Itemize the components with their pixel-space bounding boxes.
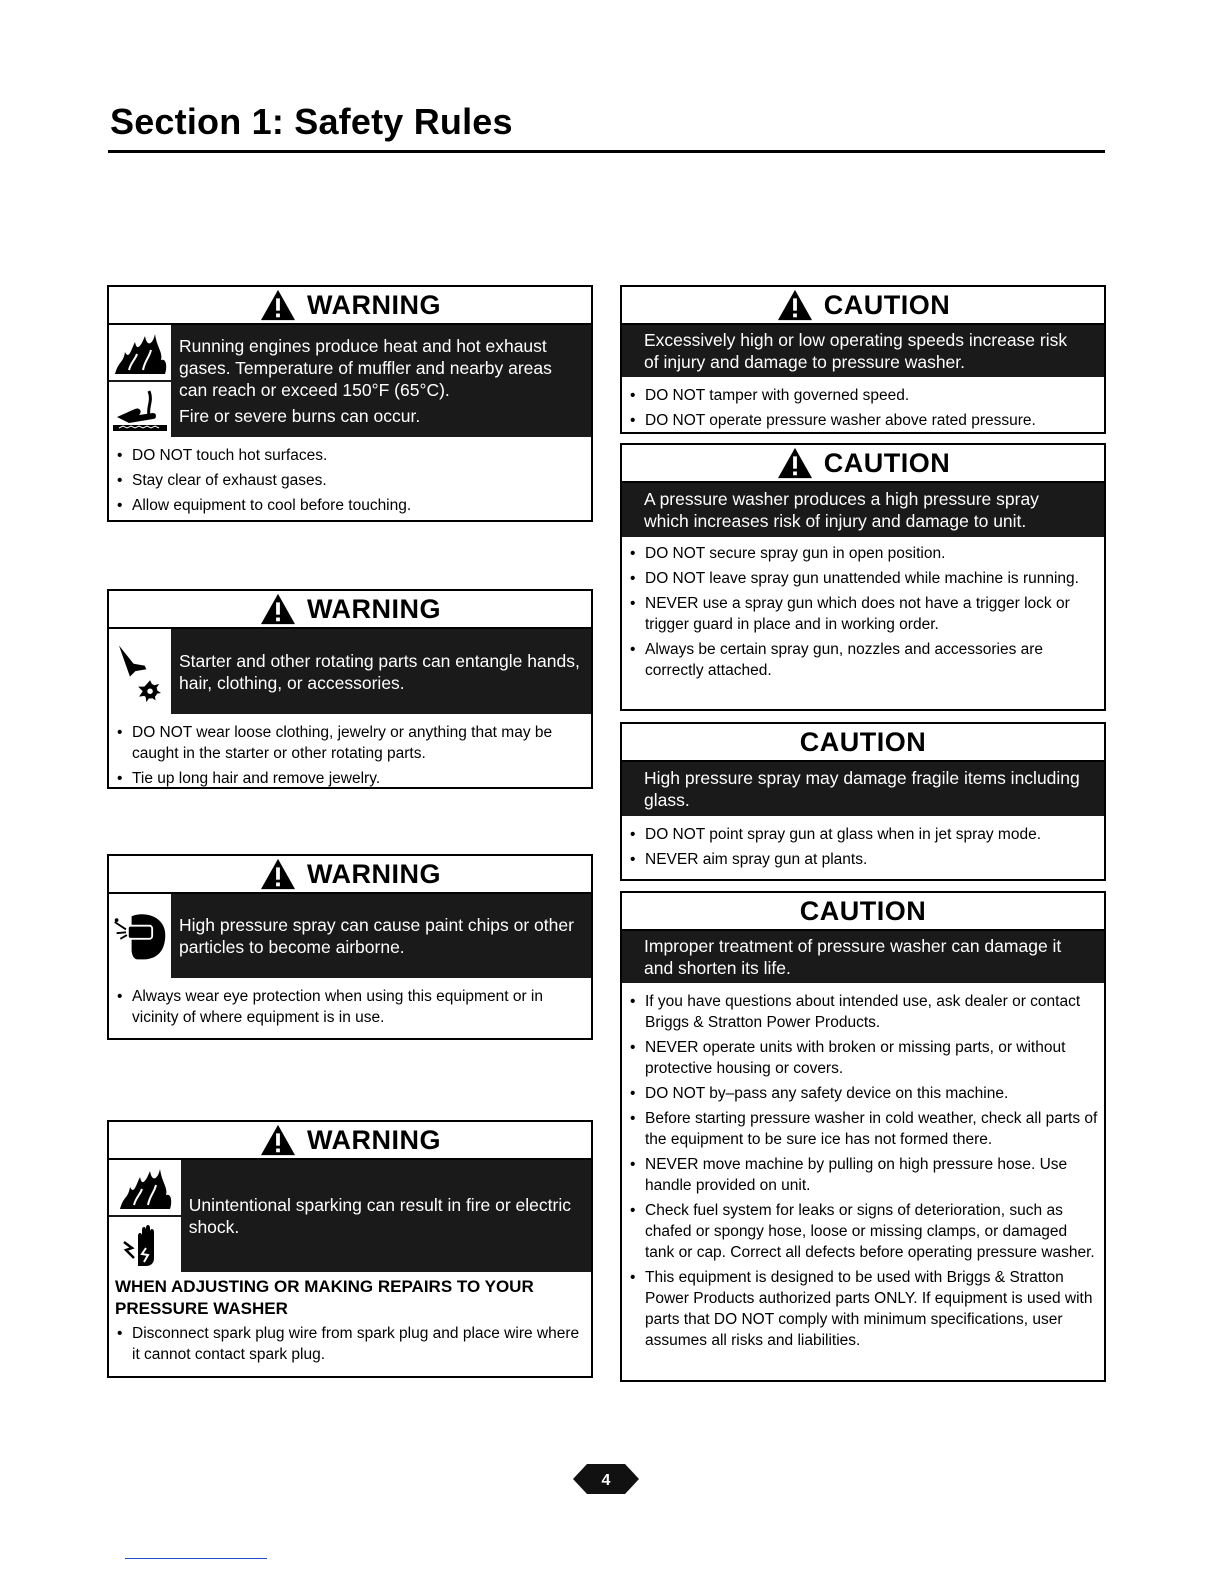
caution-band [622,931,1104,983]
caution-band-text: High pressure spray may damage fragile items including glass. [644,768,1080,810]
list-item: • Before starting pressure washer in cold weather, check all parts of the equipment to be sure ice has not formed there. [628,1108,1098,1150]
alert-triangle-icon [259,857,297,891]
list-item: • If you have questions about intended use, ask dealer or contact Briggs & Stratton Power Products. [628,991,1098,1033]
caution-header [622,445,1104,483]
page-number: 4 [601,1472,611,1489]
list-item: • Disconnect spark plug wire from spark plug and place wire where it cannot contact spark plug. [115,1323,581,1365]
warning-list [109,1320,591,1375]
caution-band [622,762,1104,816]
entanglement-hand-icon [109,629,171,714]
warning-box-hot-surfaces [107,285,593,522]
fire-icon [109,1160,181,1215]
list-item: • Check fuel system for leaks or signs of deterioration, such as chafed or spongy hose, loose or missing clamps, or damaged tank or cap. Correct all defects before operating pressure washer. [628,1200,1098,1263]
list-item: • Always wear eye protection when using this equipment or in vicinity of where equipment is in use. [115,986,581,1028]
caution-list [622,816,1104,880]
warning-box-sparking [107,1120,593,1378]
page-title: Section 1: Safety Rules [110,101,513,142]
alert-triangle-icon [259,288,297,322]
warning-band [109,629,591,714]
footer-link-line [125,1558,267,1559]
list-item: • DO NOT operate pressure washer above rated pressure. [628,410,1094,431]
caution-box-fragile-items [620,722,1106,881]
caution-box-high-pressure-spray [620,443,1106,711]
caution-band [622,325,1104,377]
list-item: • NEVER aim spray gun at plants. [628,849,1094,870]
warning-label: WARNING [307,1124,441,1155]
warning-band-text: Unintentional sparking can result in fire or electric shock. [188,1195,571,1237]
warning-list [109,978,591,1038]
hot-surface-hand-icon [109,380,171,437]
warning-list [109,437,591,526]
caution-band [622,483,1104,537]
warning-label: WARNING [307,593,441,624]
caution-header [622,287,1104,325]
caution-band-text: A pressure washer produces a high pressure spray which increases risk of injury and damage to unit. [644,489,1039,531]
list-item: • NEVER move machine by pulling on high pressure hose. Use handle provided on unit. [628,1154,1098,1196]
list-item: • DO NOT by–pass any safety device on this machine. [628,1083,1098,1104]
warning-box-rotating-parts [107,589,593,789]
caution-band-text: Excessively high or low operating speeds increase risk of injury and damage to pressure washer. [644,330,1068,372]
caution-label: CAUTION [823,289,951,320]
caution-header [622,724,1104,762]
warning-label: WARNING [307,289,441,320]
caution-label: CAUTION [823,447,951,478]
list-item: • DO NOT touch hot surfaces. [115,445,581,466]
warning-band [109,325,591,437]
list-item: • DO NOT wear loose clothing, jewelry or anything that may be caught in the starter or other rotating parts. [115,722,581,764]
list-item: • DO NOT leave spray gun unattended while machine is running. [628,568,1094,589]
caution-label: CAUTION [799,726,927,757]
list-item: • Tie up long hair and remove jewelry. [115,768,581,789]
warning-band-text [173,325,591,437]
list-item: • Stay clear of exhaust gases. [115,470,581,491]
list-item: • DO NOT tamper with governed speed. [628,385,1094,406]
alert-triangle-icon [776,446,814,480]
caution-header [622,893,1104,931]
caution-box-operating-speeds [620,285,1106,434]
title-rule [108,150,1105,153]
fire-icon [109,325,171,380]
warning-header [109,856,591,894]
caution-list [622,983,1104,1361]
warning-band [109,1160,591,1272]
caution-box-improper-treatment [620,891,1106,1382]
warning-header [109,591,591,629]
caution-label: CAUTION [799,895,927,926]
warning-box-airborne-particles [107,854,593,1040]
icon-column [109,894,173,978]
eye-protection-icon [109,894,171,978]
band-text-line-2: Fire or severe burns can occur. [179,406,421,426]
list-item: • Always be certain spray gun, nozzles and accessories are correctly attached. [628,639,1094,681]
caution-band-text: Improper treatment of pressure washer can damage it and shorten its life. [644,936,1062,978]
list-item: • Allow equipment to cool before touching. [115,495,581,516]
alert-triangle-icon [776,288,814,322]
warning-list [109,714,591,799]
repair-subheading: WHEN ADJUSTING OR MAKING REPAIRS TO YOUR PRESSURE WASHER [115,1277,534,1318]
warning-band-text: Starter and other rotating parts can entangle hands, hair, clothing, or accessories. [179,650,580,693]
list-item: • DO NOT secure spray gun in open position. [628,543,1094,564]
page-number-badge [571,1462,641,1496]
warning-band [109,894,591,978]
warning-header [109,1122,591,1160]
list-item: • NEVER use a spray gun which does not have a trigger lock or trigger guard in place and in working order. [628,593,1094,635]
alert-triangle-icon [259,1123,297,1157]
caution-list [622,377,1104,441]
warning-header [109,287,591,325]
icon-column [109,325,173,437]
icon-column [109,1160,183,1272]
warning-band-text: High pressure spray can cause paint chips or other particles to become airborne. [179,915,574,957]
alert-triangle-icon [259,592,297,626]
list-item: • DO NOT point spray gun at glass when in jet spray mode. [628,824,1094,845]
caution-list [622,537,1104,691]
warning-label: WARNING [307,858,441,889]
band-text-line-1: Running engines produce heat and hot exhaust gases. Temperature of muffler and nearby areas can reach or exceed 150°F (65°C). [179,336,552,400]
list-item: • This equipment is designed to be used with Briggs & Stratton Power Products authorized parts ONLY. If equipment is used with parts that DO NOT comply with minimum specifications, user assumes all risks and liabilities. [628,1267,1098,1351]
electric-shock-hand-icon [109,1215,181,1272]
icon-column [109,629,173,714]
list-item: • NEVER operate units with broken or missing parts, or without protective housing or covers. [628,1037,1098,1079]
